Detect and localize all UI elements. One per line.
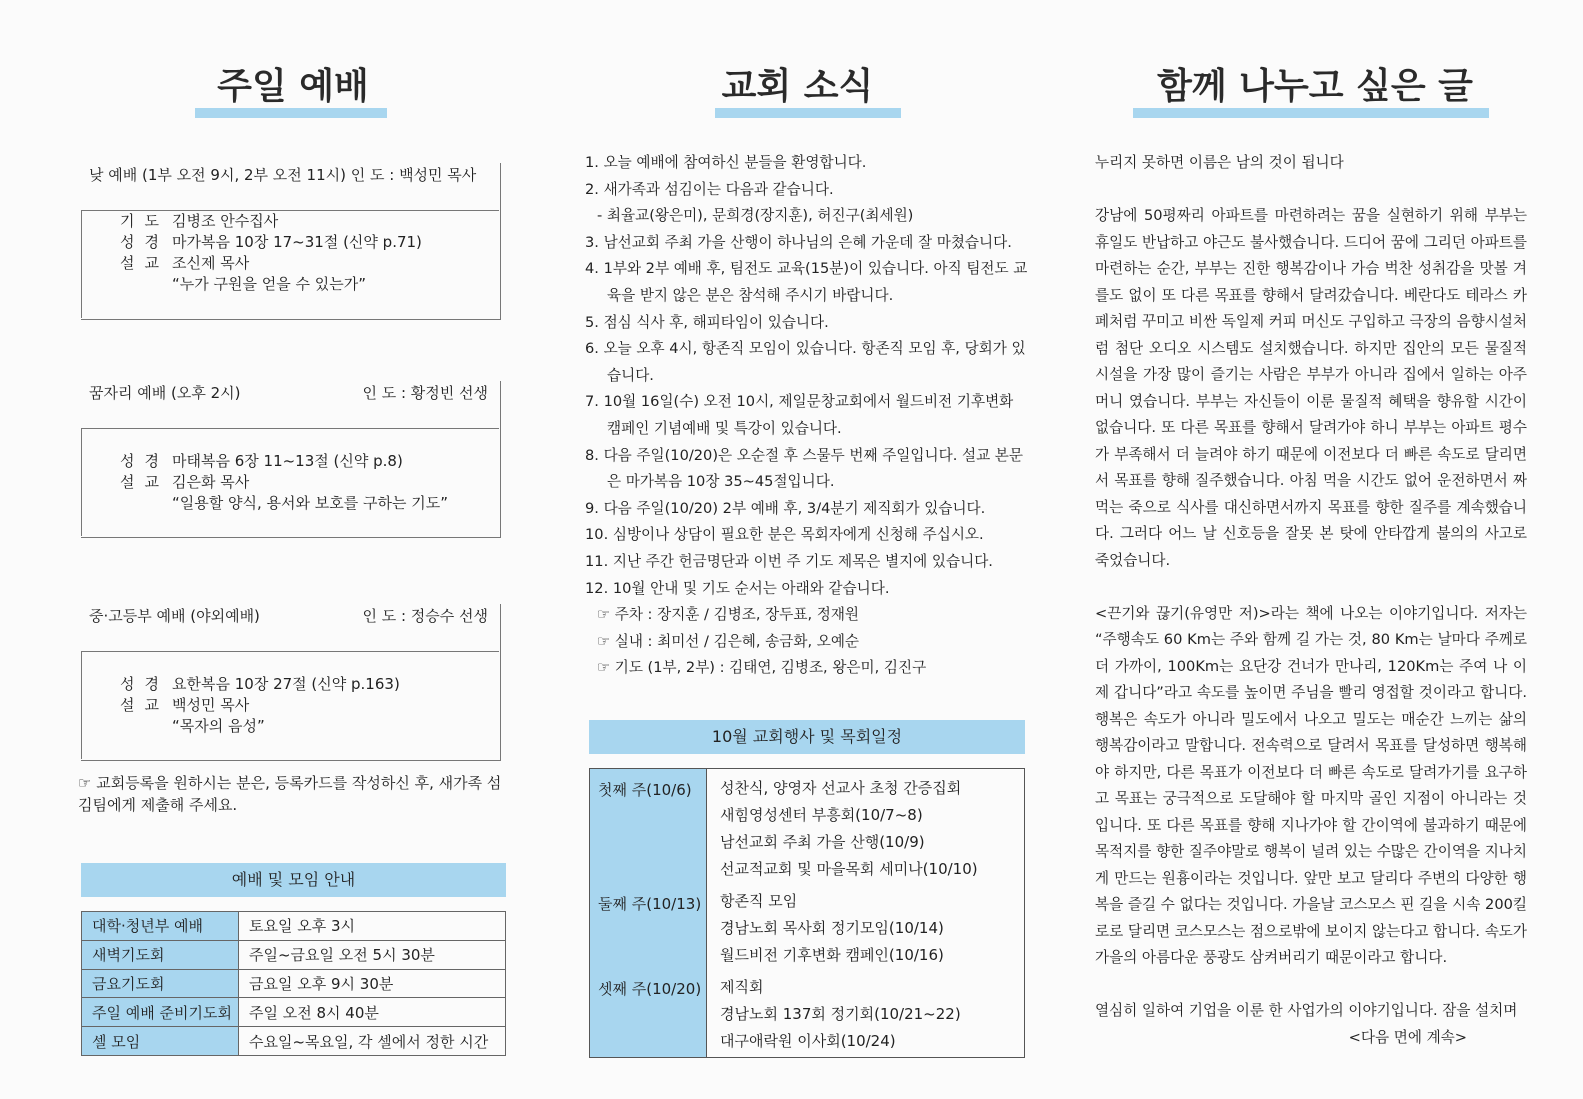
list-item: 항존직 모임 (720, 892, 798, 910)
service-row (82, 211, 499, 232)
row-label: 성경 (120, 233, 169, 251)
service-name: 낮 예배 (1부 오전 9시, 2부 오전 11시) 인 도 : 백성민 목사 (89, 166, 477, 184)
service-header (89, 604, 488, 628)
list-item: 선교적교회 및 마을목회 세미나(10/10) (720, 860, 978, 878)
essay-paragraph: <끈기와 끊기(유영만 저)>라는 책에 나오는 이야기입니다. 저자는 “주행속도 60 Km는 주와 함께 길 가는 것, 80 Km는 날마다 주께로 더 가까이, 100Km는 요단강 건너가 만나리, 120Km는 주여 나 이제 갑니다”라고 속도를 높이면 주님을 빨리 영접할 것이라고 합니다. 행복은 속도가 아니라 밀도에서 나오고 밀도는 매순간 느끼는 삶의 행복감이라고 말합니다. 전속력으로 달려서 목표를 달성하면 행복해야 하지만, 다른 목표가 이전보다 더 빠른 속도로 달려가기를 요구하고 목표는 궁극적으로 도달해야 할 마지막 골인 지점이 아니라는 것입니다. 또 다른 목표를 향해 지나가야 할 간이역에 불과하기 때문에 목적지를 향한 질주야말로 행복이 널려 있는 수많은 간이역을 지나치게 만드는 원흉이라는 것입니다. 앞만 보고 달리다 주변의 다양한 행복을 즐길 수 없다는 것입니다. 가을날 코스모스 핀 길을 시속 200킬로로 달리면 코스모스는 점으로밖에 보이지 않는다고 합니다. 속도가 가을의 아름다운 풍광도 삼켜버리기 때문이라고 합니다. (1095, 604, 1527, 966)
service-name: 꿈자리 예배 (오후 2시) (89, 384, 241, 402)
week-events (720, 974, 961, 1055)
row-value: 조신제 목사 (172, 254, 250, 272)
sharing-title: 함께 나누고 싶은 글 (1157, 66, 1473, 107)
meeting-time: 수요일~목요일, 각 셀에서 정한 시간 (239, 1027, 506, 1056)
news-title: 교회 소식 (721, 66, 874, 107)
service-row (82, 716, 499, 737)
list-item: 3. 남선교회 주최 가을 산행이 하나님의 은혜 가운데 잘 마쳤습니다. (585, 233, 1012, 251)
row-value: 김은화 목사 (172, 473, 250, 491)
continued-note: <다음 면에 계속> (1348, 1028, 1467, 1046)
week-events (720, 888, 944, 969)
row-value: “목자의 음성” (172, 717, 265, 735)
service-header (89, 381, 488, 405)
row-value: “일용할 양식, 용서와 보호를 구하는 기도” (172, 494, 448, 512)
essay-body (1095, 150, 1527, 1051)
list-item: 11. 지난 주간 헌금명단과 이번 주 기도 제목은 별지에 있습니다. (585, 552, 993, 570)
service-row (82, 232, 499, 253)
list-item: ☞ 주차 : 장지훈 / 김병조, 장두표, 정재원 (597, 606, 860, 624)
meeting-time: 주일 오전 8시 40분 (239, 998, 506, 1027)
service-row (82, 451, 499, 472)
row-value: 마가복음 10장 17~31절 (신약 p.71) (172, 233, 422, 251)
meeting-time: 토요일 오후 3시 (239, 912, 506, 941)
table-row (82, 1027, 506, 1056)
week-label: 첫째 주(10/6) (598, 781, 692, 799)
essay-paragraph: 강남에 50평짜리 아파트를 마련하려는 꿈을 실현하기 위해 부부는 휴일도 반납하고 야근도 불사했습니다. 드디어 꿈에 그리던 아파트를 마련하는 순간, 부부는 진한 행복감이나 가슴 벅찬 성취감을 맛볼 겨를도 없이 또 다른 목표를 향해서 달려갔습니다. 베란다도 테라스 카페처럼 꾸미고 비싼 독일제 커피 머신도 구입하고 극장의 음향시설처럼 첨단 오디오 시스템도 설치했습니다. 하지만 집안의 모든 물질적 시설을 가장 많이 즐기는 사람은 부부가 아니라 집에서 일하는 아주머니 였습니다. 부부는 자신들이 이룬 물질적 혜택을 향유할 시간이 없습니다. 또 다른 목표를 향해서 달려가야 하니 부부는 아파트 평수가 부족해서 더 늘려야 하기 때문에 이전보다 더 빠른 속도로 달리면서 목표를 향해 질주했습니다. 아침 먹을 시간도 없어 운전하면서 짜먹는 죽으로 식사를 대신하면서까지 목표를 향한 질주를 계속했습니다. 그러다 어느 날 신호등을 잘못 본 탓에 안타깝게 불의의 사고로 죽었습니다. (1095, 207, 1527, 569)
table-row (82, 969, 506, 998)
list-item: 대구애락원 이사회(10/24) (720, 1032, 896, 1050)
week-events (720, 775, 978, 883)
worship-title: 주일 예배 (217, 66, 369, 107)
table-row (82, 940, 506, 969)
row-label (82, 493, 172, 514)
list-item: 새힘영성센터 부흥회(10/7~8) (720, 806, 923, 824)
service-leader: 인 도 : 정승수 선생 (362, 607, 488, 625)
week-label: 셋째 주(10/20) (598, 980, 702, 998)
row-label: 설교 (120, 696, 169, 714)
row-value: “누가 구원을 얻을 수 있는가” (172, 275, 367, 293)
essay-paragraph: 열심히 일하여 기업을 이룬 한 사업가의 이야기입니다. 잠을 설치며 (1095, 1002, 1518, 1019)
meeting-time: 주일~금요일 오전 5시 30분 (239, 940, 506, 969)
list-item: 12. 10월 안내 및 기도 순서는 아래와 같습니다. (585, 579, 890, 597)
list-item: 경남노회 137회 정기회(10/21~22) (720, 1005, 961, 1023)
list-item: 남선교회 주최 가을 산행(10/9) (720, 833, 925, 851)
row-label: 설교 (120, 254, 169, 272)
table-row (82, 998, 506, 1027)
list-item: 8. 다음 주일(10/20)은 오순절 후 스물두 번째 주일입니다. 설교 본문은 마가복음 10장 35~45절입니다. (585, 446, 1024, 491)
row-label: 기도 (120, 212, 169, 230)
row-value: 마태복음 6장 11~13절 (신약 p.8) (172, 452, 403, 470)
row-label: 성경 (120, 675, 169, 693)
meeting-name: 주일 예배 준비기도회 (82, 998, 239, 1027)
meeting-time: 금요일 오후 9시 30분 (239, 969, 506, 998)
sharing-column (1095, 0, 1535, 1099)
list-item: 4. 1부와 2부 예배 후, 팀전도 교육(15분)이 있습니다. 아직 팀전도 교육을 받지 않은 분은 참석해 주시기 바랍니다. (585, 260, 1028, 304)
week-label: 둘째 주(10/13) (598, 895, 702, 913)
service-details (81, 651, 499, 759)
list-item: 5. 점심 식사 후, 해피타임이 있습니다. (585, 313, 829, 331)
list-item: ☞ 실내 : 최미선 / 김은혜, 송금화, 오예순 (597, 632, 860, 650)
events-title: 10월 교회행사 및 목회일정 (589, 720, 1025, 754)
news-list (585, 150, 1030, 682)
meetings-table (81, 911, 506, 1056)
service-dream-worship (81, 381, 501, 538)
row-label (82, 274, 172, 295)
service-details (81, 210, 499, 318)
worship-title-underline (195, 108, 387, 118)
worship-column (78, 0, 508, 1099)
list-item: 10. 심방이나 상담이 필요한 분은 목회자에게 신청해 주십시오. (585, 526, 984, 544)
row-value: 김병조 안수집사 (172, 212, 279, 230)
sharing-title-underline (1133, 108, 1489, 118)
events-schedule (589, 768, 1025, 1058)
meetings-title: 예배 및 모임 안내 (81, 863, 506, 897)
row-value: 요한복음 10장 27절 (신약 p.163) (172, 675, 400, 693)
service-row (82, 472, 499, 493)
service-header (89, 163, 488, 187)
service-row (82, 274, 499, 295)
service-day-worship (81, 163, 501, 320)
meeting-name: 대학·청년부 예배 (82, 912, 239, 941)
row-label (82, 716, 172, 737)
service-leader: 인 도 : 황정빈 선생 (362, 384, 488, 402)
registration-notice: ☞ 교회등록을 원하시는 분은, 등록카드를 작성하신 후, 새가족 섬김팀에게 제출해 주세요. (78, 774, 502, 814)
row-value: 백성민 목사 (172, 696, 250, 714)
service-details (81, 428, 499, 536)
service-row (82, 253, 499, 274)
row-label: 성경 (120, 452, 169, 470)
service-row (82, 695, 499, 716)
list-item: - 최율교(왕은미), 문희경(장지훈), 허진구(최세원) (597, 207, 914, 225)
meeting-name: 셀 모임 (82, 1027, 239, 1056)
news-column (585, 0, 1030, 1099)
list-item: 9. 다음 주일(10/20) 2부 예배 후, 3/4분기 제직회가 있습니다. (585, 499, 986, 517)
essay-subtitle: 누리지 못하면 이름은 남의 것이 됩니다 (1095, 154, 1344, 171)
list-item: 7. 10월 16일(수) 오전 10시, 제일문창교회에서 월드비전 기후변화 캠페인 기념예배 및 특강이 있습니다. (585, 393, 1014, 437)
list-item: 성찬식, 양영자 선교사 초청 간증집회 (720, 779, 962, 797)
list-item: ☞ 기도 (1부, 2부) : 김태연, 김병조, 왕은미, 김진구 (597, 659, 927, 677)
meeting-name: 새벽기도회 (82, 940, 239, 969)
news-title-underline (715, 108, 901, 118)
meeting-name: 금요기도회 (82, 969, 239, 998)
table-row (82, 912, 506, 941)
list-item: 경남노회 목사회 정기모임(10/14) (720, 919, 944, 937)
service-row (82, 674, 499, 695)
list-item: 6. 오늘 오후 4시, 항존직 모임이 있습니다. 항존직 모임 후, 당회가 있습니다. (585, 340, 1026, 384)
service-youth-worship (81, 604, 501, 761)
list-item: 제직회 (720, 978, 764, 996)
list-item: 1. 오늘 예배에 참여하신 분들을 환영합니다. (585, 154, 867, 171)
list-item: 월드비전 기후변화 캠페인(10/16) (720, 946, 944, 964)
list-item: 2. 새가족과 섬김이는 다음과 같습니다. (585, 180, 834, 198)
service-name: 중·고등부 예배 (야외예배) (89, 607, 260, 625)
row-label: 설교 (120, 473, 169, 491)
service-row (82, 493, 499, 514)
